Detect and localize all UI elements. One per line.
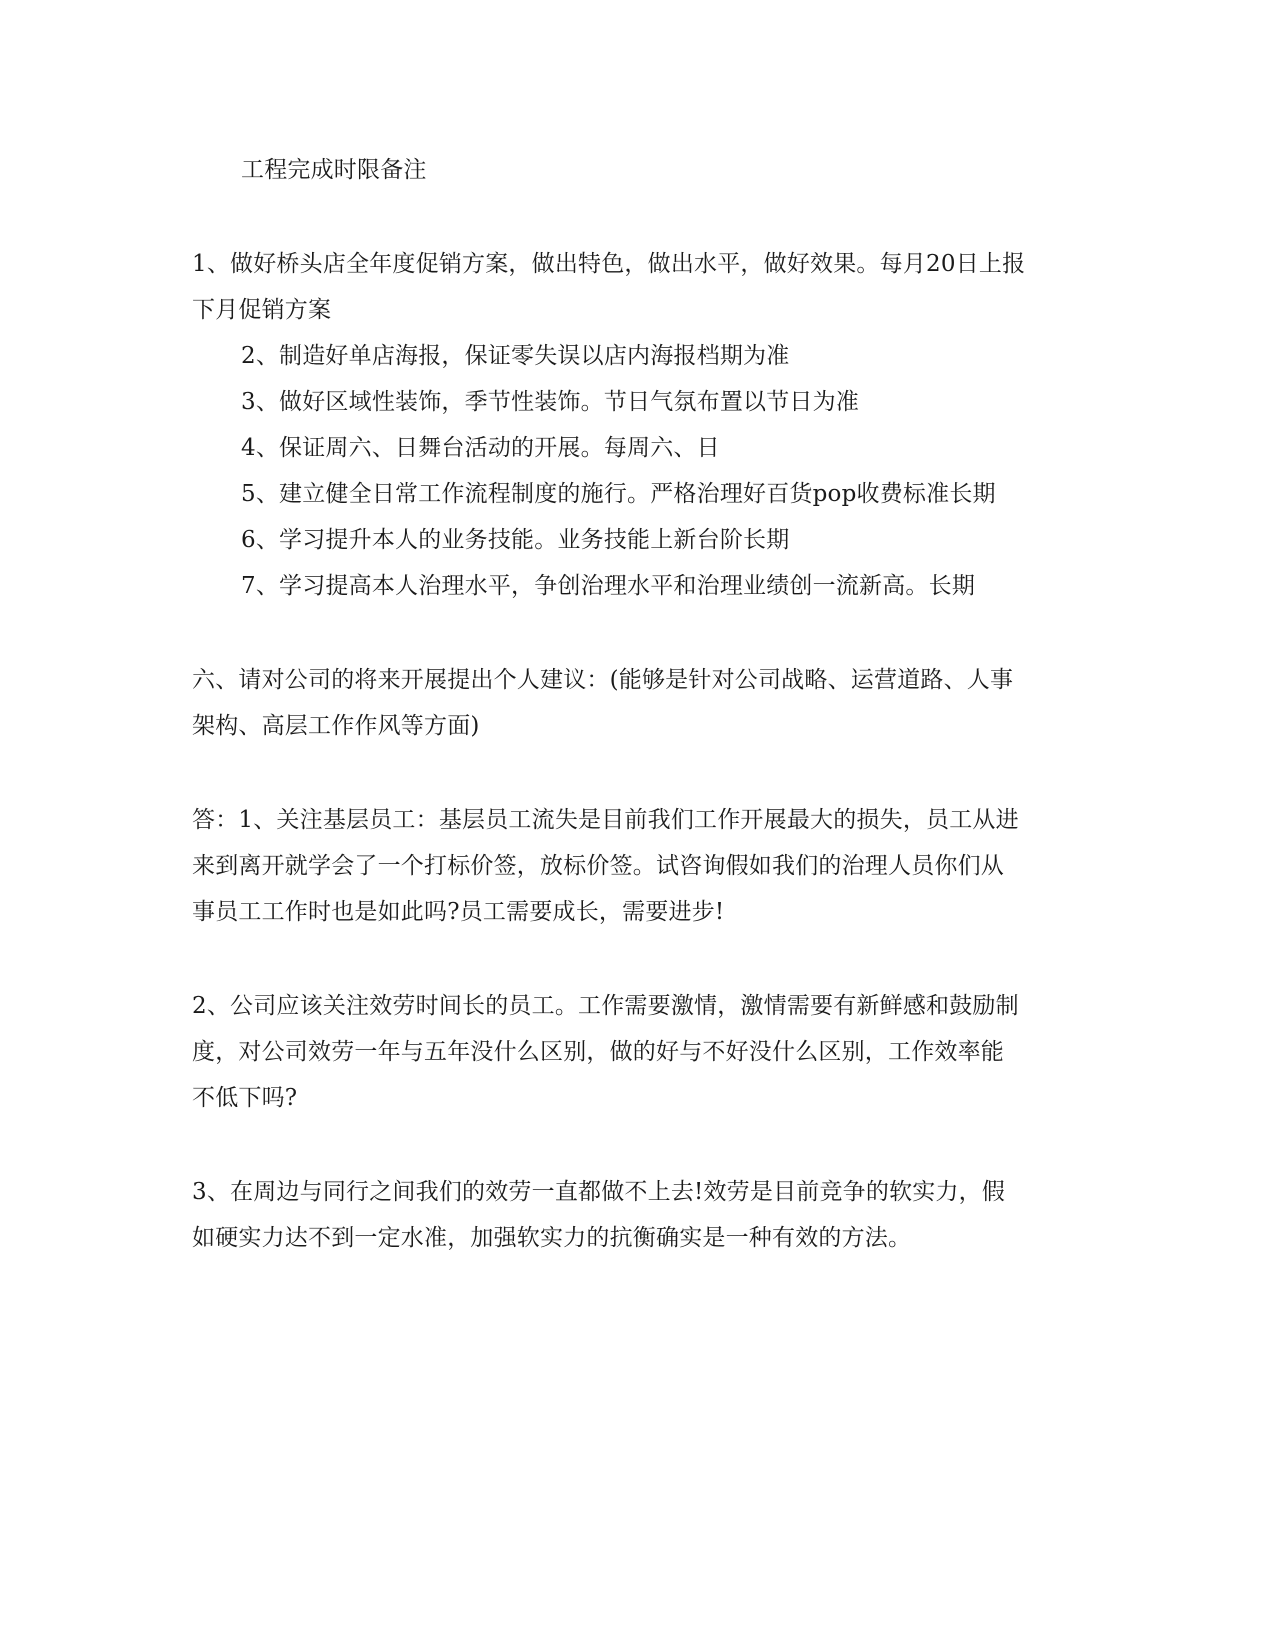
plan-item-1: 1、做好桥头店全年度促销方案，做出特色，做出水平，做好效果。每月20日上报	[192, 251, 1026, 277]
plan-item-4: 4、保证周六、日舞台活动的开展。每周六、日	[241, 435, 720, 461]
answer-2-line-3: 不低下吗?	[192, 1085, 298, 1111]
answer-1-line-3: 事员工工作时也是如此吗?员工需要成长，需要进步!	[192, 899, 725, 925]
header-line: 工程完成时限备注	[241, 157, 427, 183]
plan-item-1-continued: 下月促销方案	[192, 297, 332, 323]
section-six-line-1: 六、请对公司的将来开展提出个人建议：(能够是针对公司战略、运营道路、人事	[192, 667, 1014, 693]
plan-item-3: 3、做好区域性装饰，季节性装饰。节日气氛布置以节日为准	[241, 389, 860, 415]
plan-item-2: 2、制造好单店海报，保证零失误以店内海报档期为准	[241, 343, 790, 369]
answer-3-line-1: 3、在周边与同行之间我们的效劳一直都做不上去!效劳是目前竞争的软实力，假	[192, 1179, 1006, 1205]
plan-item-6: 6、学习提升本人的业务技能。业务技能上新台阶长期	[241, 527, 790, 553]
plan-item-5: 5、建立健全日常工作流程制度的施行。严格治理好百货pop收费标准长期	[241, 481, 996, 507]
plan-item-7: 7、学习提高本人治理水平，争创治理水平和治理业绩创一流新高。长期	[241, 573, 976, 599]
answer-1-line-2: 来到离开就学会了一个打标价签，放标价签。试咨询假如我们的治理人员你们从	[192, 853, 1004, 879]
section-six-line-2: 架构、高层工作作风等方面)	[192, 713, 480, 739]
answer-1-line-1: 答：1、关注基层员工：基层员工流失是目前我们工作开展最大的损失，员工从进	[192, 807, 1019, 833]
answer-2-line-1: 2、公司应该关注效劳时间长的员工。工作需要激情，激情需要有新鲜感和鼓励制	[192, 993, 1019, 1019]
answer-2-line-2: 度，对公司效劳一年与五年没什么区别，做的好与不好没什么区别，工作效率能	[192, 1039, 1004, 1065]
answer-3-line-2: 如硬实力达不到一定水准，加强软实力的抗衡确实是一种有效的方法。	[192, 1225, 912, 1251]
